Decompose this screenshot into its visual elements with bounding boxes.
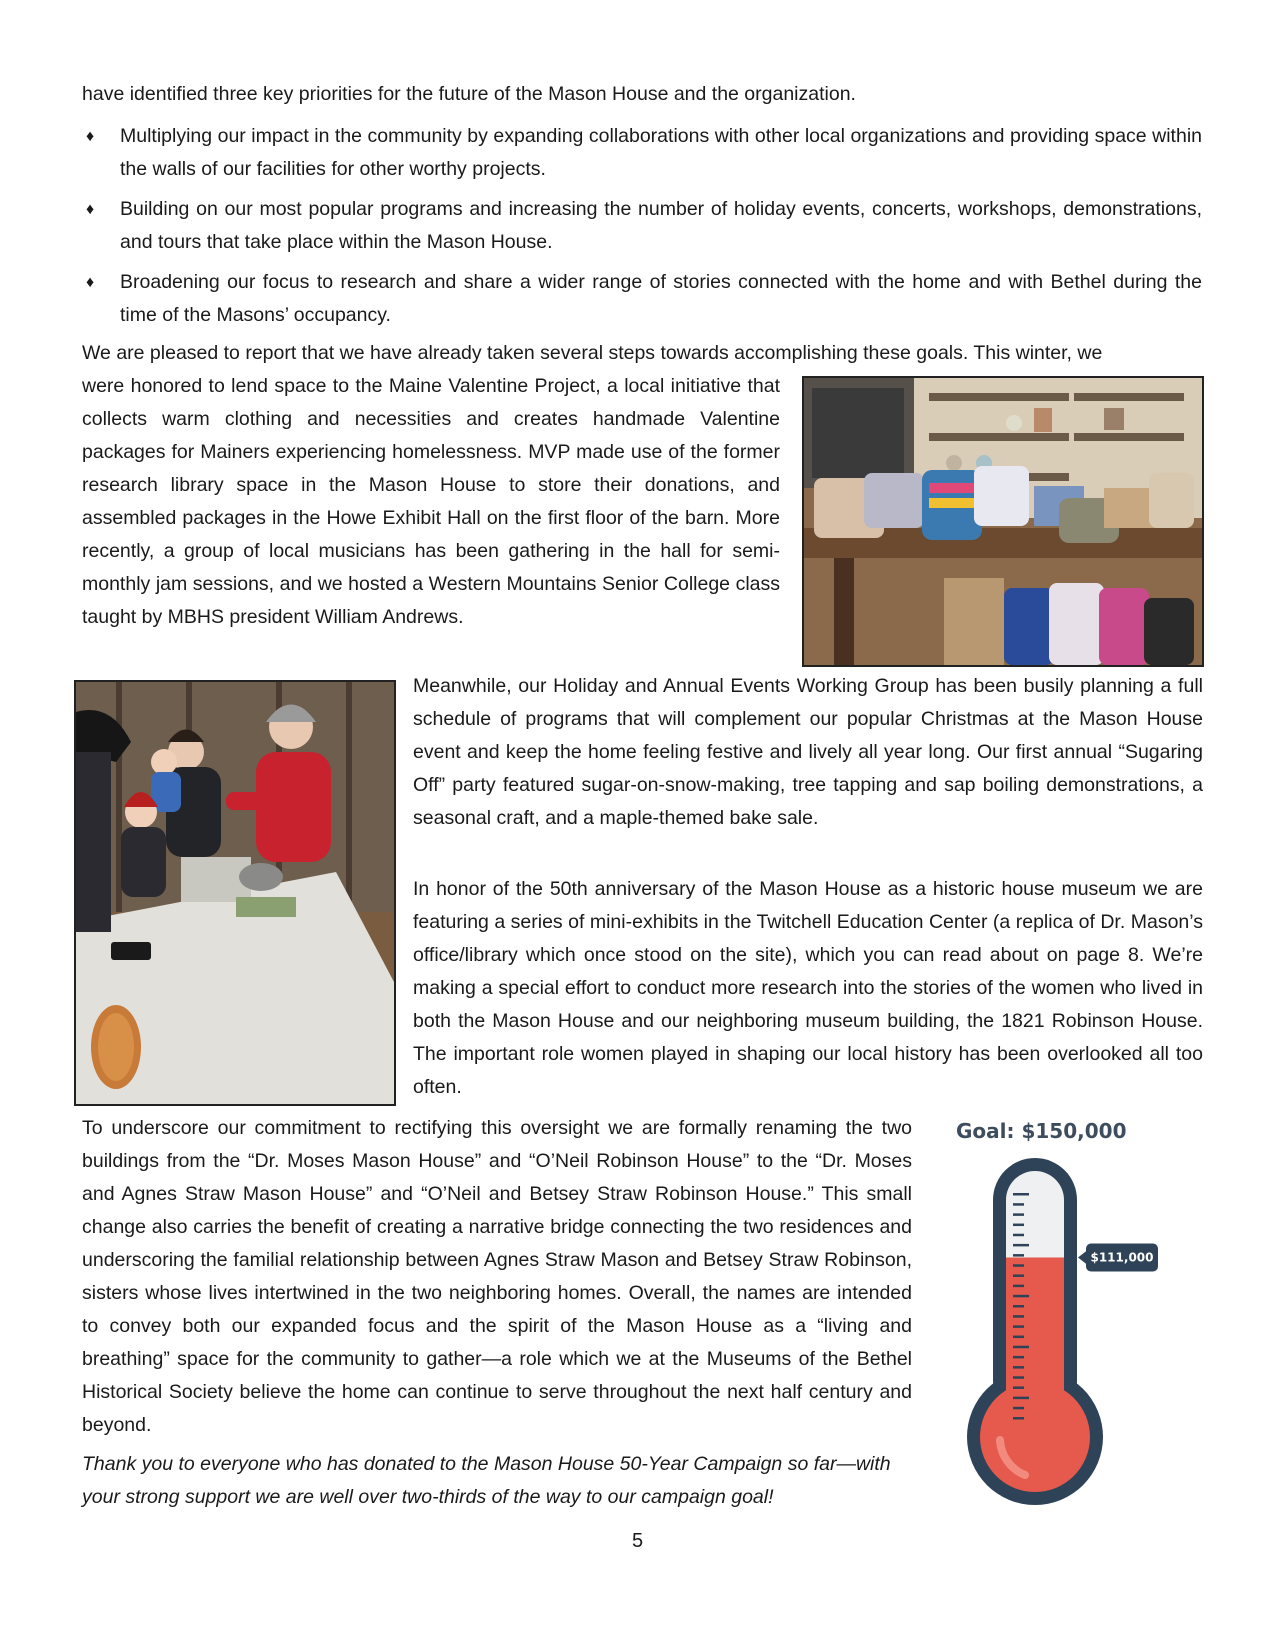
diamond-bullet-icon: ♦ bbox=[86, 128, 95, 145]
paragraph-steps: were honored to lend space to the Maine Valentine Project, a local initiative that collects warm clothing and necessities and creates handmade Valentine packages for Mainers experiencing homelessness. MVP made use of the former research library space in the Mason House to store their donations, and assembled packages in the Howe Exhibit Hall on the first floor of the barn. More recently, a group of local musicians has been gathering in the hall for semi-monthly jam sessions, and we hosted a Western Mountains Senior College class taught by MBHS president William Andrews. bbox=[82, 375, 780, 628]
scale-tick bbox=[1013, 1295, 1029, 1298]
thank-you-note: Thank you to everyone who has donated to the Mason House 50-Year Campaign so far—with your strong support we are well over two-thirds of the way to our campaign goal! bbox=[82, 1453, 891, 1508]
intro-line: have identified three key priorities for the future of the Mason House and the organization. bbox=[82, 83, 856, 105]
scale-tick bbox=[1013, 1325, 1024, 1328]
scale-tick bbox=[1013, 1336, 1024, 1339]
paragraph-steps-first-line: We are pleased to report that we have already taken several steps towards accomplishing these goals. This winter, we bbox=[82, 342, 1103, 364]
paragraph-holiday: Meanwhile, our Holiday and Annual Events Working Group has been busily planning a full schedule of programs that will complement our popular Christmas at the Mason House event and keep the home feeling festive and lively all year long. Our first annual “Sugaring Off” party featured sugar-on-snow-making, tree tapping and sap boiling demonstrations, a seasonal craft, and a maple-themed bake sale. bbox=[413, 675, 1203, 829]
goal-label: Goal: $150,000 bbox=[956, 1119, 1127, 1143]
priority-item: ♦ Broadening our focus to research and share a wider range of stories connected with the home and with Bethel during the time of the Masons’ occupancy. bbox=[82, 266, 1202, 332]
scale-tick bbox=[1013, 1285, 1024, 1288]
scale-tick bbox=[1013, 1203, 1024, 1206]
scale-tick bbox=[1013, 1305, 1024, 1308]
scale-tick bbox=[1013, 1397, 1029, 1400]
fundraising-thermometer bbox=[940, 1110, 1190, 1510]
scale-tick bbox=[1013, 1417, 1024, 1420]
paragraph-anniversary: In honor of the 50th anniversary of the Mason House as a historic house museum we are featuring a series of mini-exhibits in the Twitchell Education Center (a replica of Dr. Mason’s office/library which once stood on the site), which you can read about on page 8. We’re making a special effort to conduct more research into the stories of the women who lived in both the Mason House and our neighboring museum building, the 1821 Robinson House. The important role women played in shaping our local history has been overlooked all too often. bbox=[413, 878, 1203, 1098]
valentine-donations-photo bbox=[802, 376, 1204, 667]
priority-item: ♦ Building on our most popular programs and increasing the number of holiday events, concerts, workshops, demonstrations, and tours that take place within the Mason House. bbox=[82, 193, 1202, 259]
scale-tick bbox=[1013, 1224, 1024, 1227]
thermometer-bulb-fill bbox=[980, 1382, 1090, 1492]
scale-tick bbox=[1013, 1213, 1024, 1216]
scale-tick bbox=[1013, 1264, 1024, 1267]
sugaring-illustration bbox=[76, 682, 394, 1104]
scale-tick bbox=[1013, 1254, 1024, 1257]
scale-tick bbox=[1013, 1315, 1024, 1318]
scale-tick bbox=[1013, 1234, 1024, 1237]
scale-tick bbox=[1013, 1386, 1024, 1389]
priority-item: ♦ Multiplying our impact in the community by expanding collaborations with other local organizations and providing space within the walls of our facilities for other worthy projects. bbox=[82, 120, 1202, 186]
sugaring-off-photo bbox=[74, 680, 396, 1106]
scale-tick bbox=[1013, 1193, 1029, 1196]
raised-amount-label: $111,000 bbox=[1090, 1250, 1154, 1265]
paragraph-renaming: To underscore our commitment to rectifying this oversight we are formally renaming the two buildings from the “Dr. Moses Mason House” and “O’Neil Robinson House” to the “Dr. Moses and Agnes Straw Mason House” and “O’Neil and Betsey Straw Robinson House.” This small change also carries the benefit of creating a narrative bridge connecting the two residences and underscoring the familial relationship between Agnes Straw Mason and Betsey Straw Robinson, sisters whose lives intertwined in the two neighboring homes. Overall, the names are intended to convey both our expanded focus and the spirit of the Mason House as a “living and breathing” space for the community to gather—a role which we at the Museums of the Bethel Historical Society believe the home can continue to serve throughout the next half century and beyond. bbox=[82, 1117, 912, 1436]
scale-tick bbox=[1013, 1356, 1024, 1359]
scale-tick bbox=[1013, 1244, 1029, 1247]
raised-amount-callout bbox=[1078, 1243, 1158, 1271]
page-number: 5 bbox=[631, 1530, 644, 1552]
scale-tick bbox=[1013, 1274, 1024, 1277]
scale-tick bbox=[1013, 1346, 1029, 1349]
donations-illustration bbox=[804, 378, 1202, 665]
scale-tick bbox=[1013, 1376, 1024, 1379]
priority-list bbox=[82, 120, 1202, 339]
diamond-bullet-icon: ♦ bbox=[86, 201, 95, 218]
diamond-bullet-icon: ♦ bbox=[86, 274, 95, 291]
scale-tick bbox=[1013, 1366, 1024, 1369]
scale-tick bbox=[1013, 1407, 1024, 1410]
